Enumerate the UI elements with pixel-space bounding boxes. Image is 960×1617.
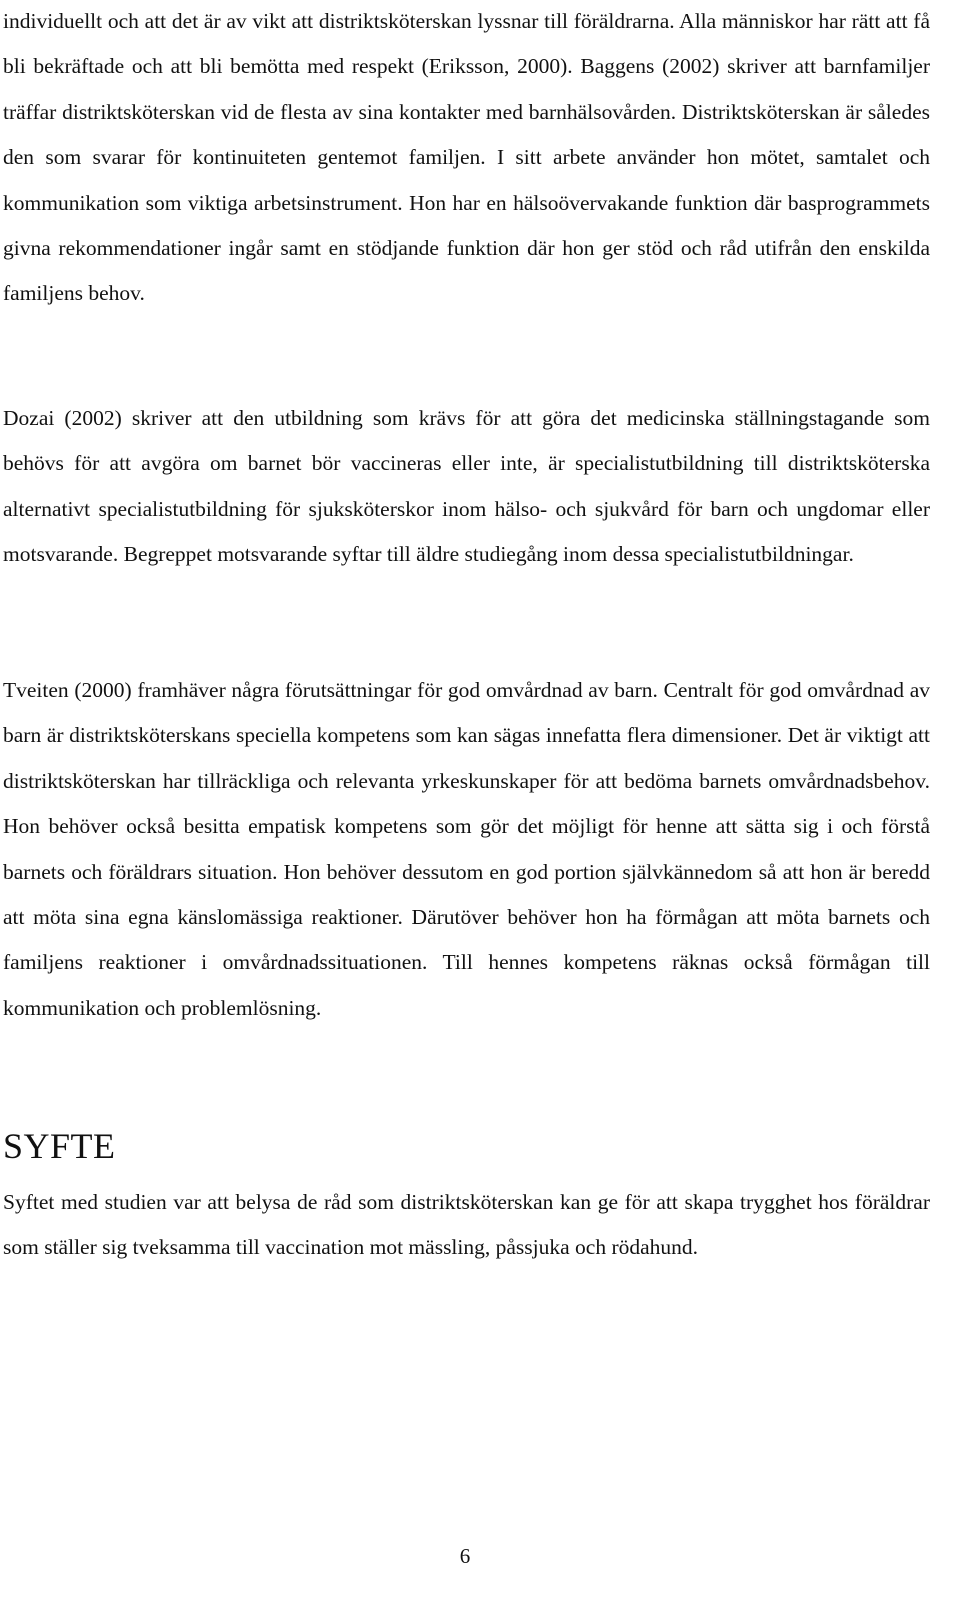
syfte-paragraph: Syftet med studien var att belysa de råd som distriktsköterskan kan ge för att skapa trygghet hos föräldrar som ställer sig tveksamma till vaccination mot mässling, påssjuka och rödahund. <box>3 1190 930 1260</box>
body-paragraph-2: Dozai (2002) skriver att den utbildning som krävs för att göra det medicinska ställningstagande som behövs för att avgöra om barnet bör vaccineras eller inte, är specialistutbildning till distriktsköterska alternativt specialistutbildning för sjuksköterskor inom hälso- och sjukvård för barn och ungdomar eller motsvarande. Begreppet motsvarande syftar till äldre studiegång inom dessa specialistutbildningar. <box>3 406 930 567</box>
body-paragraph-3: Tveiten (2000) framhäver några förutsättningar för god omvårdnad av barn. Centralt för god omvårdnad av barn är distriktsköterskans speciella kompetens som kan sägas innefatta flera dimensioner. Det är viktigt att distriktsköterskan har tillräckliga och relevanta yrkeskunskaper för att bedöma barnets omvårdnadsbehov. Hon behöver också besitta empatisk kompetens som gör det möjligt för henne att sätta sig i och förstå barnets och föräldrars situation. Hon behöver dessutom en god portion självkännedom så att hon är beredd att möta sina egna känslomässiga reaktioner. Därutöver behöver hon ha förmågan att möta barnets och familjens reaktioner i omvårdnadssituationen. Till hennes kompetens räknas också förmågan till kommunikation och problemlösning. <box>3 678 930 1020</box>
page-number: 6 <box>459 1544 471 1568</box>
body-paragraph-1: individuellt och att det är av vikt att distriktsköterskan lyssnar till föräldrarna. Alla människor har rätt att få bli bekräftade och att bli bemötta med respekt (Eriksson, 2000). Baggens (2002) skriver att barnfamiljer träffar distriktsköterskan vid de flesta av sina kontakter med barnhälsovården. Distriktsköterskan är således den som svarar för kontinuiteten gentemot familjen. I sitt arbete använder hon mötet, samtalet och kommunikation som viktiga arbetsinstrument. Hon har en hälsoövervakande funktion där basprogrammets givna rekommendationer ingår samt en stödjande funktion där hon ger stöd och råd utifrån den enskilda familjens behov. <box>3 9 930 306</box>
section-heading-syfte: SYFTE <box>3 1126 116 1166</box>
